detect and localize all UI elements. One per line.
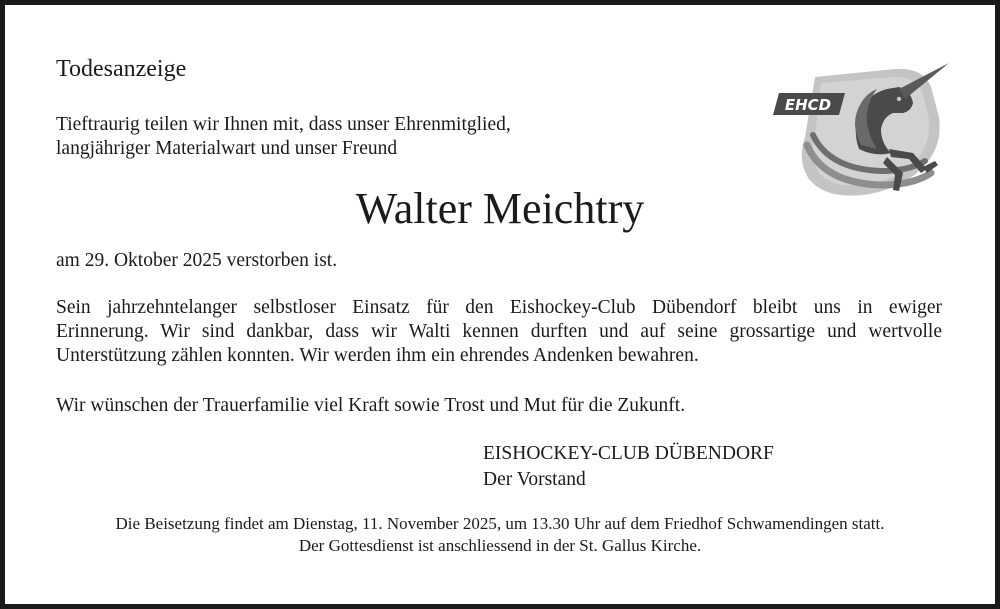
condolence-wish: Wir wünschen der Trauerfamilie viel Kraft sowie Trost und Mut für die Zukunft.	[56, 395, 686, 416]
deceased-name: Walter Meichtry	[355, 184, 645, 233]
tribute-paragraph	[56, 296, 942, 368]
notice-heading: Todesanzeige	[56, 56, 187, 82]
unicorn-logo-icon	[763, 57, 955, 199]
signature-role: Der Vorstand	[483, 469, 586, 490]
funeral-line: Die Beisetzung findet am Dienstag, 11. November 2025, um 13.30 Uhr auf dem Friedhof Schwamendingen statt.	[115, 514, 885, 533]
tribute-line: Sein jahrzehntelanger selbstloser Einsatz für den Eishockey-Club Dübendorf bleibt uns in ewiger	[56, 297, 942, 318]
tribute-line: Unterstützung zählen konnten. Wir werden ihm ein ehrendes Andenken bewahren.	[56, 345, 699, 366]
funeral-info	[5, 513, 995, 557]
signature-organization: EISHOCKEY-CLUB DÜBENDORF	[483, 443, 774, 464]
logo-text: EHCD	[784, 96, 832, 114]
intro-line: Tieftraurig teilen wir Ihnen mit, dass unser Ehrenmitglied,	[56, 114, 511, 135]
intro-text	[56, 113, 616, 161]
signature-block	[483, 441, 774, 493]
tribute-line: Erinnerung. Wir sind dankbar, dass wir Walti kennen durften und auf seine grossartige und wertvolle	[56, 321, 942, 342]
death-date-line: am 29. Oktober 2025 verstorben ist.	[56, 250, 338, 271]
intro-line: langjähriger Materialwart und unser Freund	[56, 138, 398, 159]
funeral-line: Der Gottesdienst ist anschliessend in der St. Gallus Kirche.	[298, 536, 702, 555]
